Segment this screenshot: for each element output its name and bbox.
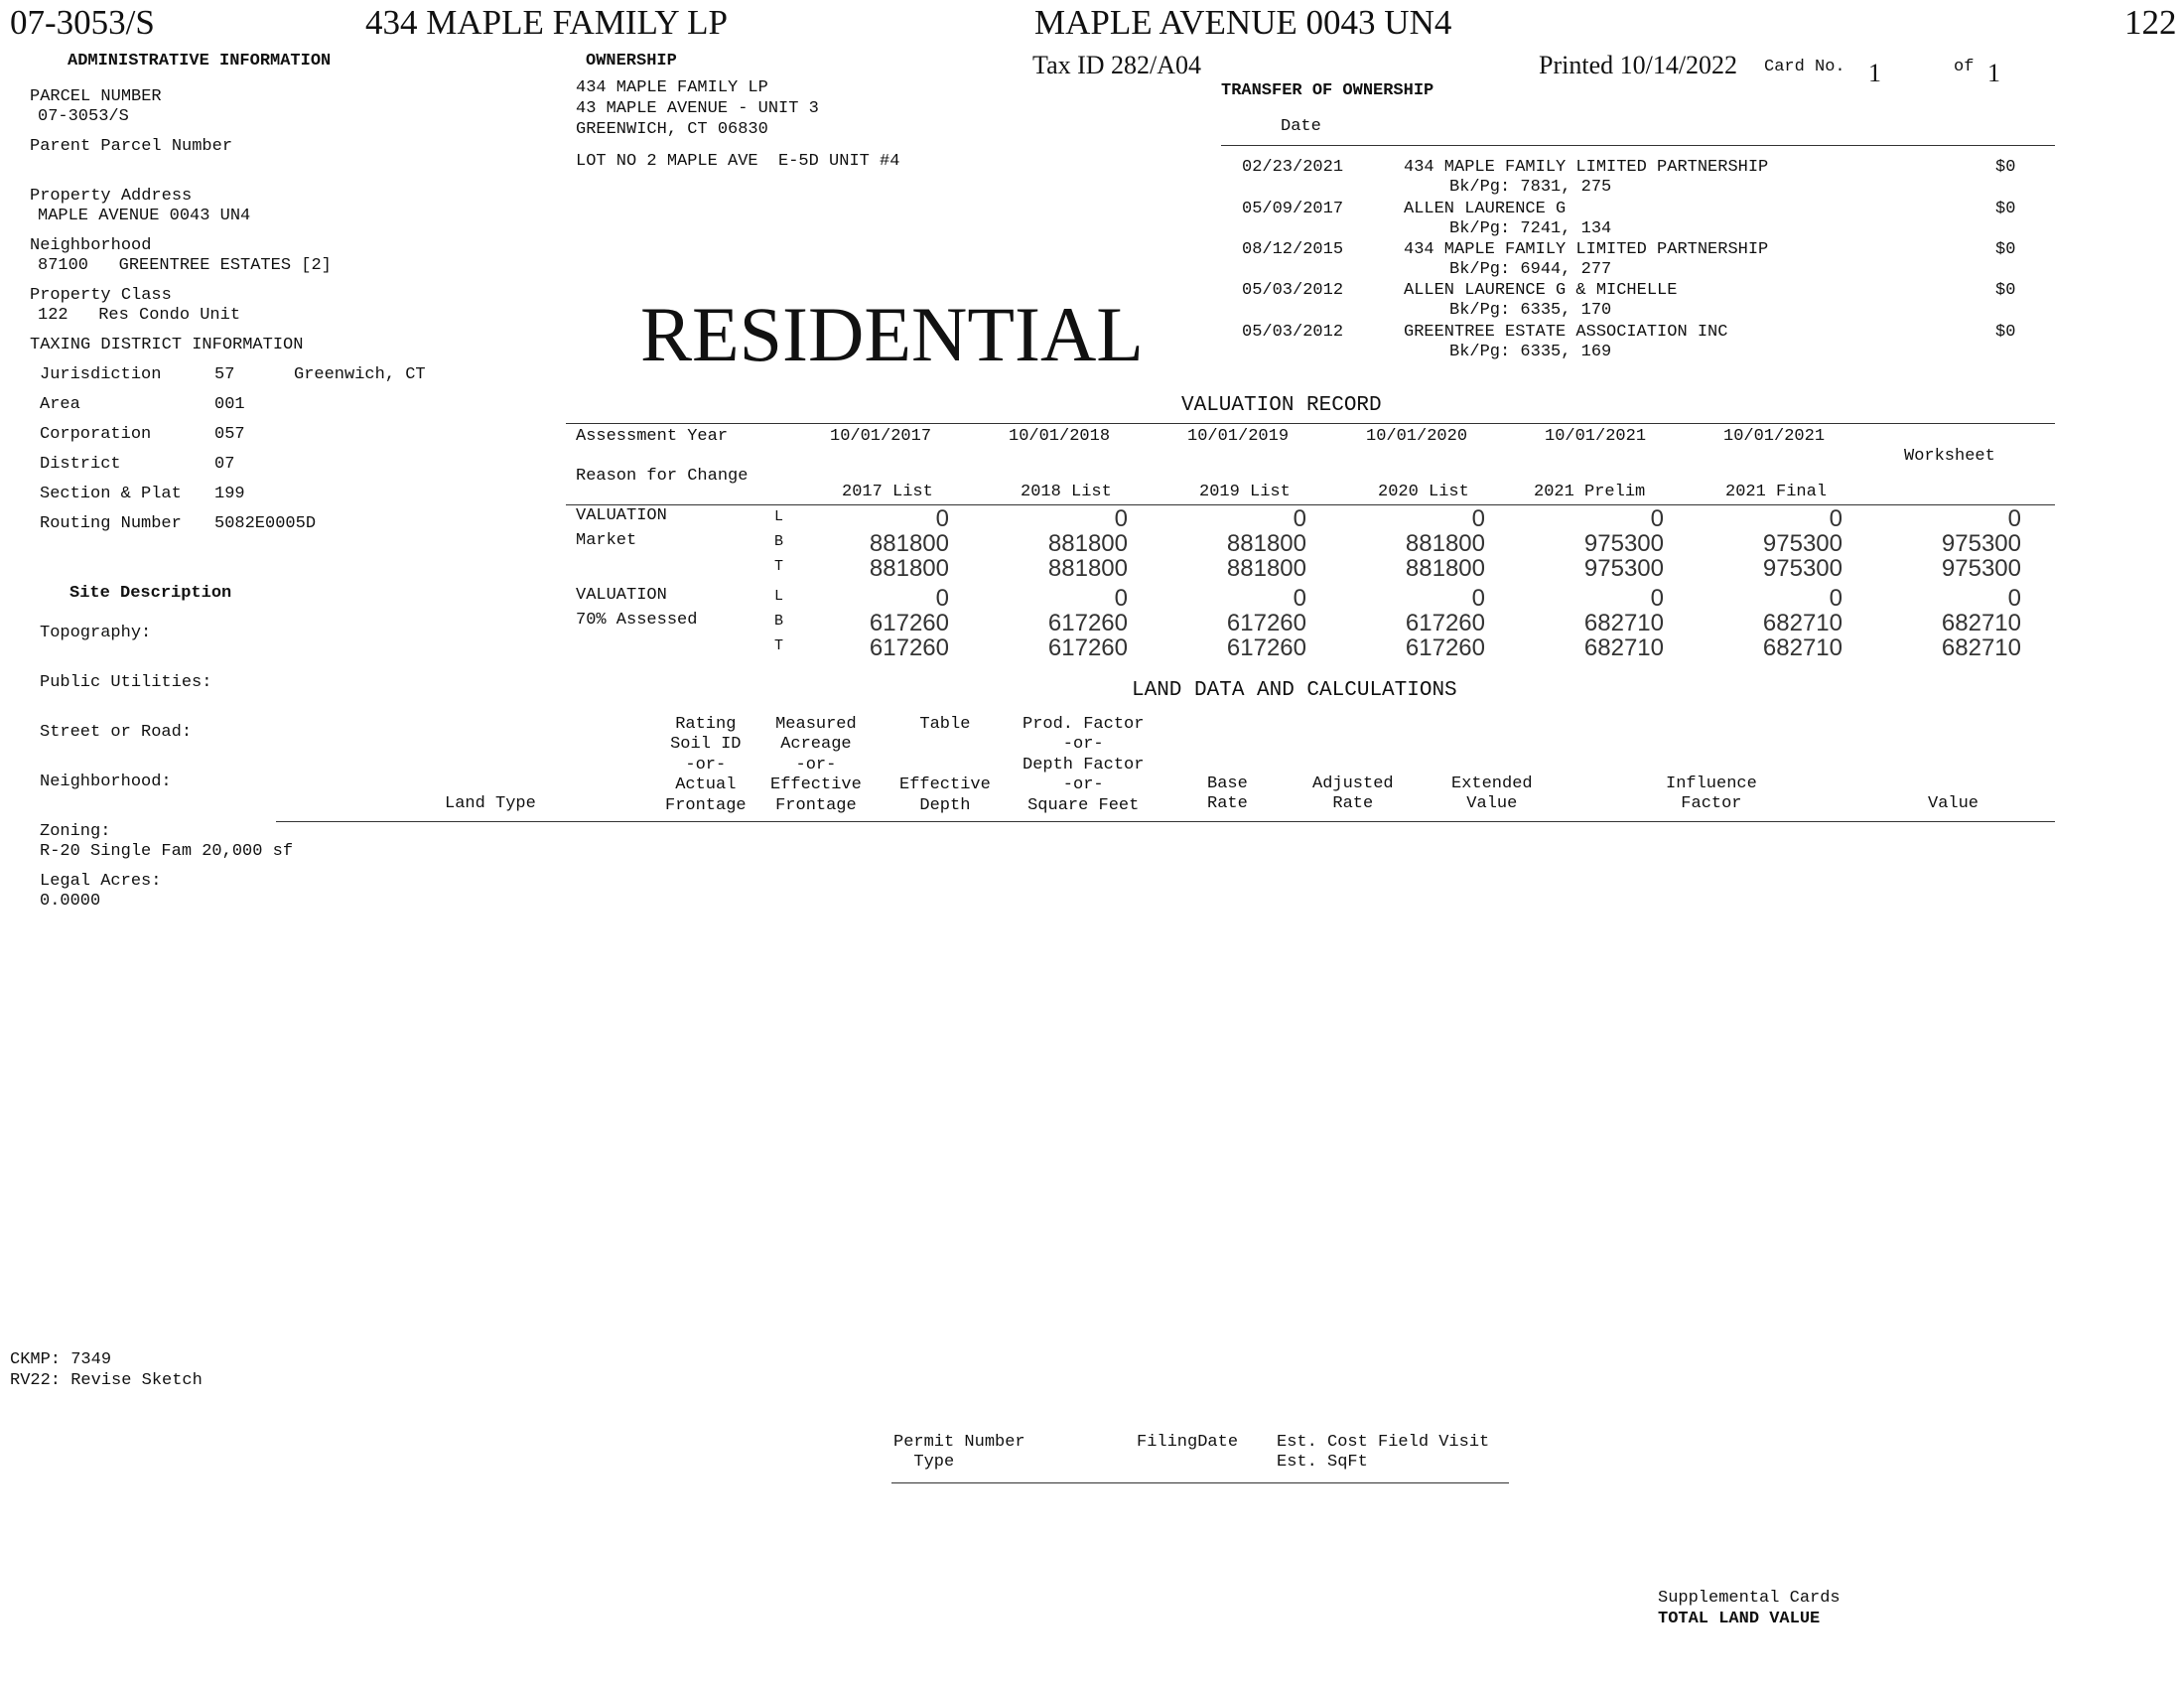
transfer-name: 434 MAPLE FAMILY LIMITED PARTNERSHIP (1404, 240, 1769, 259)
transfer-date: 05/03/2012 (1242, 281, 1344, 300)
note-line-2: RV22: Revise Sketch (10, 1371, 203, 1390)
col-influence-factor: Influence Factor (1666, 774, 1757, 814)
est-cost-column: Est. Cost Field Visit Est. SqFt (1277, 1433, 1490, 1473)
permit-number-column: Permit Number Type (893, 1433, 1025, 1473)
assessment-year: 10/01/2021 (1545, 427, 1647, 446)
market-land-value: 0 (1650, 505, 1664, 532)
market-total-value: 975300 (1583, 555, 1664, 582)
reason-for-change: 2020 List (1378, 483, 1469, 501)
col-adjusted-rate: Adjusted Rate (1312, 774, 1394, 814)
code-b: B (774, 533, 784, 550)
assessed-land-value: 0 (2007, 585, 2021, 612)
market-land-value: 0 (935, 505, 949, 532)
assessment-year: 10/01/2017 (830, 427, 932, 446)
assessed-building-value: 682710 (1583, 610, 1664, 636)
card-number: 1 (1868, 59, 1881, 87)
market-land-value: 0 (1829, 505, 1843, 532)
market-building-value: 975300 (1762, 530, 1843, 557)
note-line-1: CKMP: 7349 (10, 1350, 112, 1369)
ownership-line-3: GREENWICH, CT 06830 (576, 120, 768, 139)
ownership-line-2: 43 MAPLE AVENUE - UNIT 3 (576, 99, 819, 118)
street-road-label: Street or Road: (40, 723, 193, 742)
assessed-land-value: 0 (1650, 585, 1664, 612)
ownership-line-1: 434 MAPLE FAMILY LP (576, 78, 768, 97)
col-base-rate: Base Rate (1207, 774, 1248, 814)
transfer-title: TRANSFER OF OWNERSHIP (1221, 81, 1434, 100)
district-label: District (40, 455, 121, 474)
code-b: B (774, 613, 784, 630)
site-neighborhood-label: Neighborhood: (40, 773, 172, 791)
taxing-district-title: TAXING DISTRICT INFORMATION (30, 336, 304, 354)
market-building-value: 881800 (1047, 530, 1128, 557)
district-value: 07 (214, 455, 235, 474)
property-address-value: MAPLE AVENUE 0043 UN4 (38, 207, 251, 225)
market-land-value: 0 (1114, 505, 1128, 532)
card-label: Card No. (1764, 58, 1845, 76)
col-rating: Rating Soil ID -or- Actual Frontage (665, 715, 747, 815)
supplemental-cards-label: Supplemental Cards (1658, 1589, 1841, 1608)
of-number: 1 (1987, 59, 2000, 87)
transfer-date: 08/12/2015 (1242, 240, 1344, 259)
market-building-value: 881800 (869, 530, 949, 557)
property-class-value: 122 Res Condo Unit (38, 306, 241, 325)
assessed-label-2: 70% Assessed (576, 611, 698, 630)
assessment-year-label: Assessment Year (576, 427, 729, 446)
transfer-name: ALLEN LAURENCE G & MICHELLE (1404, 281, 1678, 300)
transfer-name: 434 MAPLE FAMILY LIMITED PARTNERSHIP (1404, 158, 1769, 177)
market-label-2: Market (576, 531, 637, 550)
assessed-building-value: 682710 (1941, 610, 2021, 636)
section-plat-label: Section & Plat (40, 485, 182, 503)
ownership-title: OWNERSHIP (586, 52, 677, 70)
corporation-label: Corporation (40, 425, 152, 444)
col-measured: Measured Acreage -or- Effective Frontage (770, 715, 862, 815)
assessed-total-value: 617260 (1047, 634, 1128, 661)
land-data-title: LAND DATA AND CALCULATIONS (1132, 679, 1457, 702)
assessed-land-value: 0 (1829, 585, 1843, 612)
assessed-building-value: 617260 (869, 610, 949, 636)
transfer-date: 05/09/2017 (1242, 200, 1344, 218)
legal-description: LOT NO 2 MAPLE AVE E-5D UNIT #4 (576, 152, 900, 171)
market-total-value: 975300 (1762, 555, 1843, 582)
property-address-label: Property Address (30, 187, 193, 206)
header-owner: 434 MAPLE FAMILY LP (365, 3, 728, 42)
reason-for-change: 2017 List (842, 483, 933, 501)
market-land-value: 0 (1471, 505, 1485, 532)
transfer-divider (1221, 145, 2055, 146)
assessment-year: 10/01/2020 (1366, 427, 1468, 446)
site-description-title: Site Description (69, 584, 232, 603)
valuation-title: VALUATION RECORD (1181, 394, 1382, 417)
transfer-date: 02/23/2021 (1242, 158, 1344, 177)
col-extended-value: Extended Value (1451, 774, 1533, 814)
transfer-date: 05/03/2012 (1242, 323, 1344, 342)
assessed-building-value: 682710 (1762, 610, 1843, 636)
routing-number-value: 5082E0005D (214, 514, 317, 533)
market-land-value: 0 (2007, 505, 2021, 532)
routing-number-label: Routing Number (40, 514, 182, 533)
assessed-land-value: 0 (1293, 585, 1306, 612)
transfer-amount: $0 (1995, 240, 2016, 259)
assessed-building-value: 617260 (1047, 610, 1128, 636)
filing-date-column: FilingDate (1137, 1433, 1239, 1452)
assessed-land-value: 0 (1471, 585, 1485, 612)
transfer-bkpg: Bk/Pg: 6335, 169 (1449, 343, 1612, 361)
market-label-1: VALUATION (576, 506, 667, 525)
transfer-amount: $0 (1995, 158, 2016, 177)
land-divider (276, 821, 2055, 822)
transfer-amount: $0 (1995, 200, 2016, 218)
residential-stamp: RESIDENTIAL (640, 291, 1144, 377)
market-building-value: 975300 (1941, 530, 2021, 557)
assessment-year: 10/01/2019 (1187, 427, 1290, 446)
assessed-total-value: 617260 (869, 634, 949, 661)
code-l: L (774, 508, 784, 525)
valuation-top-divider (566, 423, 2055, 424)
neighborhood-label: Neighborhood (30, 236, 152, 255)
market-total-value: 881800 (1405, 555, 1485, 582)
market-building-value: 881800 (1226, 530, 1306, 557)
transfer-bkpg: Bk/Pg: 6944, 277 (1449, 260, 1612, 279)
legal-acres-value: 0.0000 (40, 892, 101, 911)
assessed-building-value: 617260 (1226, 610, 1306, 636)
col-table: Table Effective Depth (899, 715, 991, 815)
assessed-total-value: 682710 (1941, 634, 2021, 661)
header-page-number: 122 (2124, 3, 2177, 42)
area-label: Area (40, 395, 80, 414)
assessed-total-value: 617260 (1405, 634, 1485, 661)
market-total-value: 881800 (1226, 555, 1306, 582)
code-l: L (774, 588, 784, 605)
code-t: T (774, 637, 784, 654)
market-building-value: 881800 (1405, 530, 1485, 557)
of-label: of (1954, 58, 1975, 76)
assessed-land-value: 0 (1114, 585, 1128, 612)
worksheet-label: Worksheet (1904, 447, 1995, 466)
transfer-amount: $0 (1995, 323, 2016, 342)
corporation-value: 057 (214, 425, 245, 444)
header-parcel: 07-3053/S (10, 3, 155, 42)
transfer-name: ALLEN LAURENCE G (1404, 200, 1567, 218)
header-address: MAPLE AVENUE 0043 UN4 (1034, 3, 1452, 42)
assessed-building-value: 617260 (1405, 610, 1485, 636)
assessed-total-value: 617260 (1226, 634, 1306, 661)
topography-label: Topography: (40, 624, 152, 642)
reason-for-change: 2021 Final (1725, 483, 1828, 501)
code-t: T (774, 558, 784, 575)
parcel-number-label: PARCEL NUMBER (30, 87, 162, 106)
transfer-bkpg: Bk/Pg: 7241, 134 (1449, 219, 1612, 238)
header-tax-id: Tax ID 282/A04 (1032, 51, 1202, 79)
header-printed: Printed 10/14/2022 (1539, 51, 1738, 79)
reason-for-change: 2019 List (1199, 483, 1291, 501)
market-total-value: 881800 (869, 555, 949, 582)
public-utilities-label: Public Utilities: (40, 673, 212, 692)
jurisdiction-value: 57 (214, 365, 235, 384)
neighborhood-value: 87100 GREENTREE ESTATES [2] (38, 256, 332, 275)
total-land-value-label: TOTAL LAND VALUE (1658, 1610, 1821, 1628)
reason-for-change: 2018 List (1021, 483, 1112, 501)
admin-title: ADMINISTRATIVE INFORMATION (68, 52, 332, 70)
assessed-total-value: 682710 (1762, 634, 1843, 661)
col-prod-factor: Prod. Factor -or- Depth Factor -or- Square Feet (1023, 715, 1145, 815)
reason-for-change: 2021 Prelim (1534, 483, 1646, 501)
transfer-name: GREENTREE ESTATE ASSOCIATION INC (1404, 323, 1728, 342)
transfer-amount: $0 (1995, 281, 2016, 300)
zoning-value: R-20 Single Fam 20,000 sf (40, 842, 294, 861)
col-land-type: Land Type (445, 794, 536, 813)
area-value: 001 (214, 395, 245, 414)
market-total-value: 881800 (1047, 555, 1128, 582)
permit-divider (891, 1482, 1509, 1483)
market-total-value: 975300 (1941, 555, 2021, 582)
assessment-year: 10/01/2018 (1009, 427, 1111, 446)
jurisdiction-label: Jurisdiction (40, 365, 162, 384)
parent-parcel-label: Parent Parcel Number (30, 137, 233, 156)
market-land-value: 0 (1293, 505, 1306, 532)
parcel-number-value: 07-3053/S (38, 107, 129, 126)
market-building-value: 975300 (1583, 530, 1664, 557)
legal-acres-label: Legal Acres: (40, 872, 162, 891)
assessment-year: 10/01/2021 (1723, 427, 1826, 446)
transfer-bkpg: Bk/Pg: 7831, 275 (1449, 178, 1612, 197)
transfer-bkpg: Bk/Pg: 6335, 170 (1449, 301, 1612, 320)
property-class-label: Property Class (30, 286, 172, 305)
section-plat-value: 199 (214, 485, 245, 503)
reason-for-change-label: Reason for Change (576, 467, 749, 486)
assessed-land-value: 0 (935, 585, 949, 612)
assessed-total-value: 682710 (1583, 634, 1664, 661)
zoning-label: Zoning: (40, 822, 111, 841)
col-value: Value (1928, 794, 1979, 813)
assessed-label-1: VALUATION (576, 586, 667, 605)
transfer-date-header: Date (1281, 117, 1321, 136)
jurisdiction-name: Greenwich, CT (294, 365, 426, 384)
